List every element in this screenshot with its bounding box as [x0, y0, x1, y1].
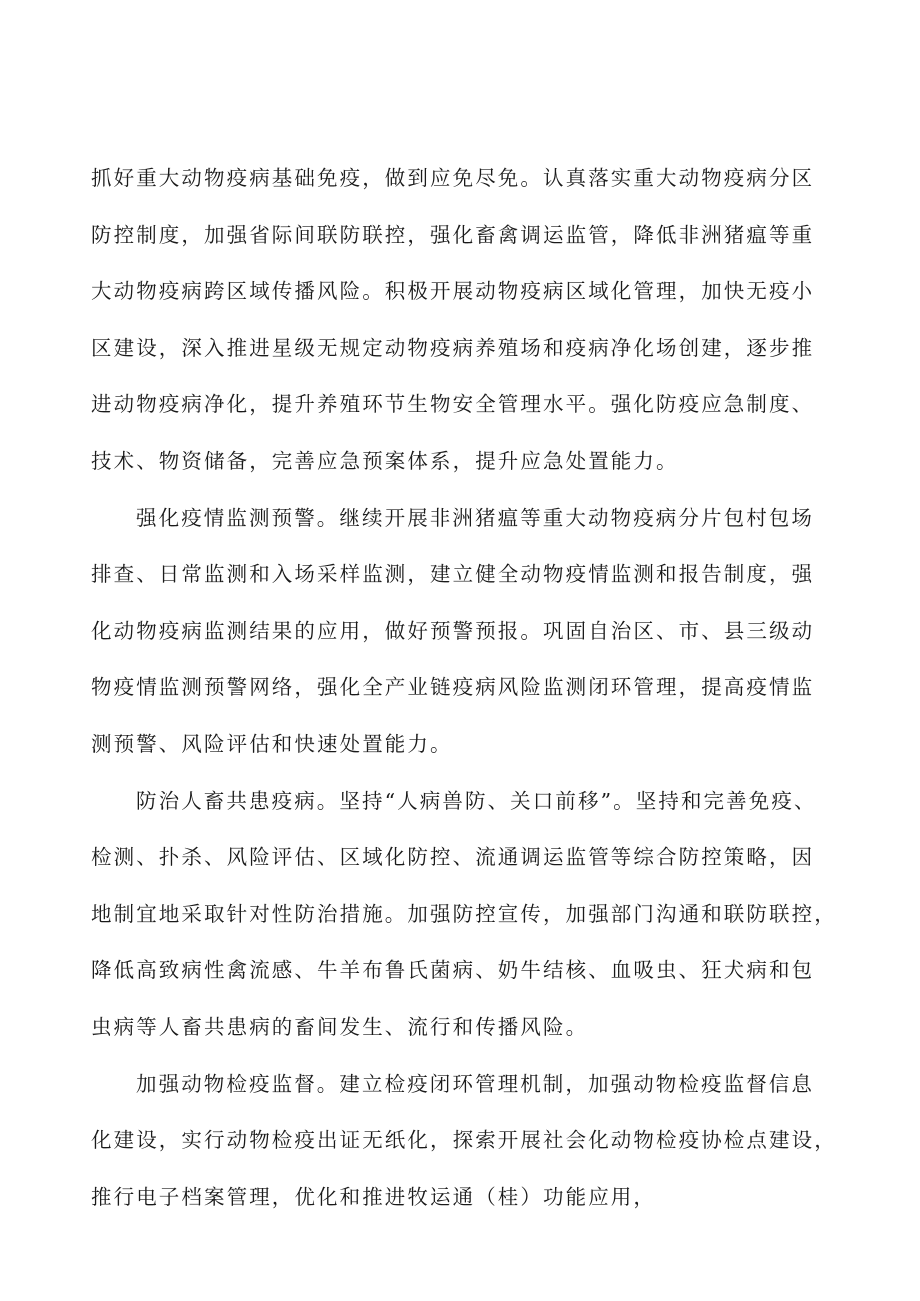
- text-line: 推行电子档案管理，优化和推进牧运通（桂）功能应用，: [91, 1184, 656, 1209]
- text-line: 强化疫情监测预警。继续开展非洲猪瘟等重大动物疫病分片包村包场: [136, 505, 814, 530]
- text-line: 防控制度，加强省际间联防联控，强化畜禽调运监管，降低非洲猪瘟等重: [91, 222, 815, 247]
- text-line: 降低高致病性禽流感、牛羊布鲁氏菌病、奶牛结核、血吸虫、狂犬病和包: [91, 958, 815, 983]
- paragraph-immunization: [91, 150, 851, 490]
- paragraph-zoonosis: [91, 773, 851, 1056]
- text-line: 化动物疫病监测结果的应用，做好预警预报。巩固自治区、市、县三级动: [91, 618, 815, 643]
- text-line: 防治人畜共患疫病。坚持“人病兽防、关口前移”。坚持和完善免疫、: [136, 788, 817, 813]
- paragraph-monitoring: [91, 490, 851, 773]
- text-line: 技术、物资储备，完善应急预案体系，提升应急处置能力。: [91, 448, 679, 473]
- text-line: 地制宜地采取针对性防治措施。加强防控宣传，加强部门沟通和联防联控，: [91, 901, 837, 926]
- paragraph-quarantine: [91, 1056, 851, 1226]
- text-line: 加强动物检疫监督。建立检疫闭环管理机制，加强动物检疫监督信息: [136, 1071, 814, 1096]
- text-line: 虫病等人畜共患病的畜间发生、流行和传播风险。: [91, 1014, 589, 1039]
- document-body: [91, 150, 851, 1225]
- text-line: 排查、日常监测和入场采样监测，建立健全动物疫情监测和报告制度，强: [91, 562, 815, 587]
- text-line: 大动物疫病跨区域传播风险。积极开展动物疫病区域化管理，加快无疫小: [91, 279, 815, 304]
- text-line: 进动物疫病净化，提升养殖环节生物安全管理水平。强化防疫应急制度、: [91, 392, 815, 417]
- text-line: 区建设，深入推进星级无规定动物疫病养殖场和疫病净化场创建，逐步推: [91, 335, 815, 360]
- text-line: 检测、扑杀、风险评估、区域化防控、流通调运监管等综合防控策略，因: [91, 845, 815, 870]
- text-line: 物疫情监测预警网络，强化全产业链疫病风险监测闭环管理，提高疫情监: [91, 675, 815, 700]
- text-line: 抓好重大动物疫病基础免疫，做到应免尽免。认真落实重大动物疫病分区: [91, 166, 815, 190]
- text-line: 测预警、风险评估和快速处置能力。: [91, 731, 453, 756]
- text-line: 化建设，实行动物检疫出证无纸化，探索开展社会化动物检疫协检点建设，: [91, 1128, 837, 1153]
